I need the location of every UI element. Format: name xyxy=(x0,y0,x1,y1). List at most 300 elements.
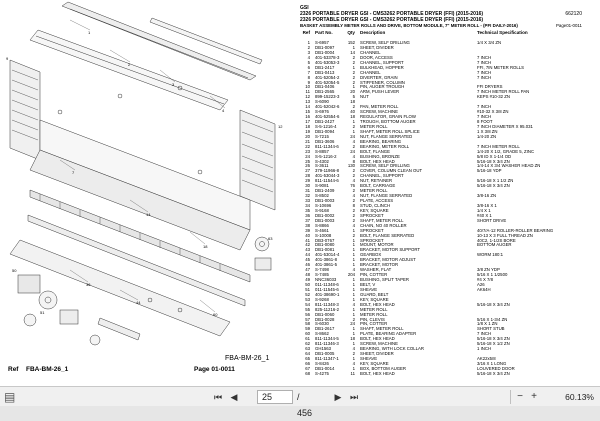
cell-description: PLATE, BEARING ADAPTER xyxy=(360,332,417,337)
cell-qty: 20 xyxy=(350,90,355,95)
cell-ref: 3 xyxy=(307,50,310,55)
cell-part-no: NNC36033 xyxy=(315,278,337,282)
cell-description: NUT, FLANGE SERRATED xyxy=(360,134,413,139)
cell-ref: 34 xyxy=(305,203,310,208)
cell-description: BOLT, HEX HEAD xyxy=(360,371,395,376)
zoom-level[interactable]: 60.13% xyxy=(565,392,594,402)
cell-spec: 1/4-20 X 1/2, GRADE 5, ZINC xyxy=(477,149,535,154)
cell-qty: 2 xyxy=(352,174,355,179)
cell-qty: 4 xyxy=(352,194,355,199)
parts-table-header xyxy=(300,30,590,40)
cell-ref: 28 xyxy=(305,174,310,179)
cell-description: METER ROLL xyxy=(360,312,388,317)
cell-part-no: S-10008 xyxy=(315,233,332,238)
cell-part-no: 811-11346-3 xyxy=(315,342,339,347)
cell-ref: 68 xyxy=(305,371,310,376)
column-ref: Ref xyxy=(302,30,310,35)
column-part-no: Part No. xyxy=(315,30,333,35)
cell-qty: 2 xyxy=(352,80,355,85)
cell-ref: 47 xyxy=(305,268,310,273)
cell-qty: 8 xyxy=(352,203,355,208)
cell-qty: 2 xyxy=(352,317,355,322)
cell-ref: 32 xyxy=(305,194,310,199)
cell-ref: 52 xyxy=(305,292,310,297)
cell-description: SHEET, DIVIDER xyxy=(360,352,394,357)
cell-description: STIFFENER, COLUMN xyxy=(360,80,405,85)
cell-qty: 8 xyxy=(352,159,355,164)
cell-description: SPROCKET xyxy=(360,228,384,233)
cell-description: NUT, RETAINER xyxy=(360,179,393,184)
cell-description: PIN, COTTER xyxy=(360,322,388,327)
cell-qty: 1 xyxy=(352,263,355,268)
ref-label: Ref xyxy=(8,366,19,373)
cell-ref: 50 xyxy=(305,282,310,287)
cell-description: BOLT, HEX HEAD xyxy=(360,337,395,342)
cell-spec: 3/16 X 1 LONG xyxy=(477,361,507,366)
cell-qty: 18 xyxy=(350,115,355,120)
cell-part-no: DB1-0004 xyxy=(315,50,335,55)
cell-description: BUSHING, BRONZE xyxy=(360,154,400,159)
viewer-toolbar xyxy=(0,386,600,418)
cell-ref: 20 xyxy=(305,134,310,139)
cell-part-no: 811-11344-6 xyxy=(315,144,339,149)
cell-ref: 2 xyxy=(307,45,310,50)
cell-ref: 62 xyxy=(305,342,310,347)
cell-part-no: S-8426 xyxy=(315,361,329,366)
cell-description: PIN, COTTER xyxy=(360,273,388,278)
cell-ref: 66 xyxy=(305,361,310,366)
cell-spec: 5/16-18 X 1 1/2 ZN xyxy=(477,179,514,184)
cell-part-no: 401-52054-2 xyxy=(315,75,340,80)
cell-ref: 57 xyxy=(305,317,310,322)
cell-part-no: S-4661 xyxy=(315,228,329,233)
assembly-title: BASKET ASSEMBLY METER ROLLS AND DRIVE, BOTTOM MODULE, 7" METER ROLL - (PFI DAILY-2016) Page01-0011 xyxy=(300,23,582,28)
cell-qty: 4 xyxy=(352,268,355,273)
cell-qty: 2 xyxy=(352,199,355,203)
cell-description: METER ROLL xyxy=(360,307,388,312)
cell-qty: 1 xyxy=(352,238,355,243)
cell-spec: 3/8 ZN YDP xyxy=(477,268,500,273)
cell-part-no: S-7215 xyxy=(315,134,329,139)
cell-description: SHAFT, METER ROLL xyxy=(360,327,404,332)
cell-ref: 37 xyxy=(305,218,310,223)
cell-qty: 1 xyxy=(352,366,355,371)
cell-spec: WORM 180:1 xyxy=(477,253,504,258)
cell-description: BEARING, BEARING xyxy=(360,139,402,144)
parts-table xyxy=(300,41,590,377)
svg-text:51: 51 xyxy=(40,310,45,315)
cell-spec: 7 INCH xyxy=(477,75,492,80)
cell-ref: 18 xyxy=(305,124,310,129)
cell-qty: 1 xyxy=(352,248,355,253)
cell-spec: FFI, 7IN METER ROLLS xyxy=(477,65,525,70)
cell-description: PLATE, ACCESS xyxy=(360,199,394,203)
cell-qty: 1 xyxy=(352,278,355,282)
cell-ref: 14 xyxy=(305,105,310,110)
ref-value: FBA-BM-26_1 xyxy=(26,366,69,373)
svg-text:7: 7 xyxy=(72,170,75,175)
cell-spec: 5/16-18 X 3/4 ZN xyxy=(477,184,510,189)
cell-spec: 7 INCH METER ROLL xyxy=(477,144,520,149)
cell-part-no: DB1-3606 xyxy=(315,139,335,144)
cell-part-no: 401-53053-3 xyxy=(315,60,340,65)
cell-qty: 1 xyxy=(352,228,355,233)
cell-ref: 40 xyxy=(305,233,310,238)
cell-part-no: S-5-1216-4 xyxy=(315,124,337,129)
cell-description: GUARD, BELT xyxy=(360,292,389,297)
cell-qty: 1 xyxy=(352,282,355,287)
cell-spec: 40C2, 1-1/2S BORE xyxy=(477,238,516,243)
parts-list-panel xyxy=(300,6,596,378)
cell-part-no: DB1-0081 xyxy=(315,248,335,253)
cell-spec: 1/8 X 1 ZN xyxy=(477,322,498,327)
cell-description: CHANNEL xyxy=(360,70,381,75)
cell-part-no: S-8866 xyxy=(315,223,329,228)
cell-part-no: DB1-2409 xyxy=(315,189,335,194)
cell-ref: 19 xyxy=(305,129,310,134)
cell-ref: 15 xyxy=(305,110,310,115)
cell-ref: 65 xyxy=(305,357,310,361)
cell-description: SHAFT, METER ROLL SPLICE xyxy=(360,129,420,134)
cell-ref: 13 xyxy=(305,100,310,105)
cell-description: TROUGH, BOTTOM AUGER xyxy=(360,120,416,124)
cell-description: BOLT, FLANGE SERRATED xyxy=(360,233,415,238)
brand-code: GSI xyxy=(300,5,309,11)
cell-qty: 2 xyxy=(352,144,355,149)
svg-text:1: 1 xyxy=(88,30,91,35)
cell-qty: 4 xyxy=(352,223,355,228)
cell-description: SHAFT, METER ROLL xyxy=(360,218,404,223)
cell-spec: AK64H xyxy=(477,287,491,292)
cell-part-no: 011-11348-6 xyxy=(315,282,339,287)
toolbar-divider xyxy=(510,390,511,404)
cell-ref: 10 xyxy=(305,85,310,90)
cell-qty: 2 xyxy=(352,105,355,110)
cell-ref: 16 xyxy=(305,115,310,120)
cell-ref: 9 xyxy=(307,80,310,85)
cell-spec: 10-13 X 3 FULL THREAD ZN xyxy=(477,233,533,238)
cell-ref: 21 xyxy=(305,139,310,144)
cell-ref: 31 xyxy=(305,189,310,194)
cell-part-no: 379-11966-8 xyxy=(315,169,340,174)
cell-description: BRACKET, MOTOR xyxy=(360,263,399,268)
cell-description: COVER, COLUMN CLEAN OUT xyxy=(360,169,423,174)
cell-part-no: 401-38690-1 xyxy=(315,292,340,297)
assembly-page-ref: Page01-0011 xyxy=(555,23,582,28)
cell-part-no: DB1-0080 xyxy=(315,243,335,248)
cell-description: NUT xyxy=(360,95,369,100)
cell-part-no: DB1-0097 xyxy=(315,45,335,50)
previous-page-icon[interactable]: ◀ xyxy=(230,392,238,402)
cell-spec: 1/4-20 ZN xyxy=(477,134,497,139)
cell-spec: BOTTOM AUGER xyxy=(477,243,512,248)
cell-spec: 7 INCH DIAMETER X 95.031 xyxy=(477,124,533,129)
cell-ref: 60 xyxy=(305,332,310,337)
cell-part-no: 401-53014-4 xyxy=(315,253,340,258)
cell-qty: 2 xyxy=(352,55,355,60)
table-row xyxy=(300,372,590,377)
cell-part-no: 811-11348-3 xyxy=(315,302,339,307)
column-qty: Qty xyxy=(347,30,355,35)
cell-description: SCREW, SELF DRILLING xyxy=(360,41,410,45)
cell-spec: 7 INCH xyxy=(477,115,492,120)
cell-qty: 76 xyxy=(350,184,355,189)
cell-qty: 204 xyxy=(347,273,355,278)
cell-qty: 1 xyxy=(352,292,355,297)
cell-description: DIVERTER, GRAIN xyxy=(360,75,398,80)
cell-part-no: DB1-0003 xyxy=(315,199,335,203)
cell-spec: 7 INCH xyxy=(477,70,492,75)
cell-description: SCREW, MACHINE xyxy=(360,342,398,347)
cell-qty: 24 xyxy=(350,322,355,327)
next-page-icon[interactable]: ▶ xyxy=(334,392,342,402)
cell-description: SCREW, SELF DRILLING xyxy=(360,164,410,169)
cell-description: CHANNEL xyxy=(360,50,381,55)
cell-description: KEY, SQUARE xyxy=(360,297,389,302)
cell-spec: 5/16-18 X 3/4 ZN xyxy=(477,371,510,376)
cell-ref: 6 xyxy=(307,65,310,70)
svg-text:14: 14 xyxy=(146,212,151,217)
cell-ref: 43 xyxy=(305,248,310,253)
cell-description: PIN, CLEVIS xyxy=(360,317,385,322)
cell-part-no: GH1563 xyxy=(315,347,332,352)
cell-part-no: 811-11544-6 xyxy=(315,179,339,184)
cell-description: WASHER, FLAT xyxy=(360,268,392,273)
cell-part-no: S-10696 xyxy=(315,203,332,208)
cell-qty: 1 xyxy=(352,342,355,347)
cell-description: BOLT, FLANGE xyxy=(360,149,391,154)
cell-ref: 56 xyxy=(305,312,310,317)
cell-ref: 61 xyxy=(305,337,310,342)
cell-ref: 54 xyxy=(305,302,310,307)
cell-spec: #4 X 7/8 xyxy=(477,278,494,282)
cell-description: STUD, CLINCH xyxy=(360,203,391,208)
cell-ref: 45 xyxy=(305,258,310,263)
cell-part-no: DB1-0406 xyxy=(315,85,335,90)
cell-qty: 1 xyxy=(352,85,355,90)
page-footer xyxy=(8,366,298,376)
cell-qty: 152 xyxy=(347,41,355,45)
cell-part-no: DB1-0014 xyxy=(315,366,335,371)
cell-spec: 5/16-18 X 3/4 ZN xyxy=(477,159,510,164)
cell-spec: 40/7/A-12 ROLLER-ROLLER BEARING xyxy=(477,228,554,233)
cell-spec: 3/8-16 X 1 xyxy=(477,203,497,208)
cell-spec: SHORT DRIVE xyxy=(477,218,507,223)
cell-qty: 24 xyxy=(350,149,355,154)
page-number-input[interactable]: 25 xyxy=(257,390,293,404)
cell-description: SHEAVE xyxy=(360,287,378,292)
cell-description: KEY, SQUARE xyxy=(360,208,389,213)
cell-description: SPROCKET xyxy=(360,238,384,243)
cell-part-no: S-8502 xyxy=(315,194,329,199)
cell-spec: 7 INCH xyxy=(477,105,492,110)
cell-description: METER ROLL xyxy=(360,124,388,129)
cell-spec: 7 INCH xyxy=(477,55,492,60)
cell-description: BOLT, HEX HEAD xyxy=(360,302,395,307)
first-page-icon[interactable]: ⏮ xyxy=(213,392,223,402)
cell-spec: AK22x5/8 xyxy=(477,357,496,361)
cell-part-no: 825-11216-2 xyxy=(315,307,340,312)
cell-qty: 1 xyxy=(352,327,355,332)
cell-ref: 12 xyxy=(305,95,310,100)
cell-qty: 1 xyxy=(352,65,355,70)
cell-description: BOLT, CARRIAGE xyxy=(360,184,396,189)
cell-ref: 49 xyxy=(305,278,310,282)
cell-part-no: S-7485 xyxy=(315,273,329,278)
sidebar-toggle-icon[interactable]: ▤ xyxy=(4,390,16,404)
cell-spec: 5/16-18 X 1/2 ZN xyxy=(477,342,510,347)
cell-spec: 5/16 X 1 1/2500 xyxy=(477,273,508,278)
svg-text:12: 12 xyxy=(278,124,283,129)
document-title: 2326 PORTABLE DRYER GSI - CMS3262 PORTABLE DRYER (FFI) (2015-2016) 662120 xyxy=(300,11,582,17)
cell-qty: 2 xyxy=(352,233,355,238)
cell-part-no: 401-52042-6 xyxy=(315,105,340,110)
cell-part-no: 401-53044-3 xyxy=(315,174,340,179)
cell-qty: 14 xyxy=(350,50,355,55)
cell-spec: 5/16-18 X 3/4 ZN xyxy=(477,337,510,342)
cell-qty: 4 xyxy=(352,347,355,352)
cell-description: PAN, METER ROLL xyxy=(360,105,399,110)
exploded-parts-diagram xyxy=(0,0,300,386)
cell-ref: 29 xyxy=(305,179,310,184)
cell-description: KEY, SQUARE xyxy=(360,361,389,366)
cell-ref: 41 xyxy=(305,238,310,243)
page-number: Page 01-0011 xyxy=(194,366,235,373)
cell-description: NUT, FLANGE SERRATED xyxy=(360,194,413,199)
cell-qty: 1 xyxy=(352,357,355,361)
cell-part-no: S-8662 xyxy=(315,332,329,337)
cell-spec: 1/4 X 3/4 ZN xyxy=(477,41,502,45)
cell-qty: 4 xyxy=(352,361,355,366)
cell-spec: 7 INCH xyxy=(477,60,492,65)
figure-label: FBA-BM-26_1 xyxy=(225,355,270,362)
cell-qty: 2 xyxy=(352,352,355,357)
cell-description: ARM, PUSH LEVER xyxy=(360,90,400,95)
svg-text:3: 3 xyxy=(172,82,175,87)
cell-part-no: S-4275 xyxy=(315,371,329,376)
cell-qty: 18 xyxy=(350,100,355,105)
cell-ref: 48 xyxy=(305,273,310,278)
cell-part-no: DB1-0002 xyxy=(315,213,335,218)
cell-ref: 64 xyxy=(305,352,310,357)
document-subtitle: 2326 PORTABLE DRYER GSI - CMS3262 PORTABLE DRYER (FFI) (2015-2016) xyxy=(300,17,484,23)
cell-spec: 1 X 3/8 ZN xyxy=(477,129,498,134)
cell-description: CHANNEL, SUPPORT xyxy=(360,60,404,65)
cell-part-no: 401-53378-3 xyxy=(315,55,340,60)
svg-text:9: 9 xyxy=(6,56,9,61)
cell-part-no: S-6090 xyxy=(315,100,329,105)
cell-part-no: S-3611 xyxy=(315,164,329,169)
cell-part-no: 401-52054-5 xyxy=(315,80,340,85)
cell-qty: 2 xyxy=(352,60,355,65)
cell-description: SHEAVE xyxy=(360,357,378,361)
cell-ref: 5 xyxy=(307,60,310,65)
cell-qty: 4 xyxy=(352,302,355,307)
cell-ref: 27 xyxy=(305,169,310,174)
cell-qty: 1 xyxy=(352,297,355,302)
cell-qty: 2 xyxy=(352,218,355,223)
cell-part-no: S-9168 xyxy=(315,208,329,213)
cell-ref: 67 xyxy=(305,366,310,371)
cell-qty: 1 xyxy=(352,129,355,134)
cell-ref: 53 xyxy=(305,297,310,302)
cell-part-no: DB1-0028 xyxy=(315,317,335,322)
svg-text:63: 63 xyxy=(268,236,273,241)
total-pages: / 456 xyxy=(297,392,313,418)
zoom-in-icon[interactable]: + xyxy=(531,391,537,402)
svg-text:18: 18 xyxy=(203,244,208,249)
document-code: 662120 xyxy=(565,11,582,17)
cell-ref: 44 xyxy=(305,253,310,258)
cell-description: DOOR, ACCESS xyxy=(360,55,393,60)
cell-part-no: DB1-0060 xyxy=(315,312,335,317)
cell-ref: 1 xyxy=(307,41,310,45)
cell-ref: 33 xyxy=(305,199,310,203)
cell-description: BUSHING, SPLIT TAPER xyxy=(360,278,409,282)
cell-ref: 58 xyxy=(305,322,310,327)
cell-description: SCREW, MACHINE xyxy=(360,110,398,115)
parts-illustration xyxy=(0,0,300,386)
cell-ref: 46 xyxy=(305,263,310,268)
cell-part-no: DB1-0094 xyxy=(315,129,335,134)
cell-ref: 38 xyxy=(305,223,310,228)
zoom-out-icon[interactable]: − xyxy=(517,391,523,402)
cell-part-no: S-9268 xyxy=(315,297,329,302)
cell-qty: 4 xyxy=(352,179,355,184)
cell-part-no: S-6957 xyxy=(315,41,329,45)
cell-qty: 40 xyxy=(350,110,355,115)
cell-qty: 2 xyxy=(352,208,355,213)
cell-part-no: 811-11347-1 xyxy=(315,357,339,361)
cell-part-no: DB1-2565 xyxy=(315,90,335,95)
cell-ref: 23 xyxy=(305,149,310,154)
cell-qty: 1 xyxy=(352,253,355,258)
cell-qty: 1 xyxy=(352,258,355,263)
cell-part-no: S-6030 xyxy=(315,322,329,327)
cell-ref: 35 xyxy=(305,208,310,213)
cell-spec: 7 INCH METER ROLL PAN xyxy=(477,90,530,95)
cell-part-no: 011-11545-6 xyxy=(315,287,339,292)
cell-part-no: DB3-0767 xyxy=(315,238,335,243)
cell-part-no: DB1-0005 xyxy=(315,352,335,357)
column-spec: Technical Specification xyxy=(477,30,528,35)
cell-description: BRACKET, MOTOR ADJUST xyxy=(360,258,416,263)
last-page-icon[interactable]: ⏭ xyxy=(349,392,359,402)
cell-spec: #40 X 1 xyxy=(477,213,492,218)
cell-part-no: S-7498 xyxy=(315,268,329,273)
cell-ref: 22 xyxy=(305,144,310,149)
cell-part-no: 899-15223-3 xyxy=(315,95,340,100)
cell-spec: SHORT STUB xyxy=(477,327,505,332)
cell-ref: 39 xyxy=(305,228,310,233)
cell-qty: 1 xyxy=(352,312,355,317)
cell-spec: 1 INCH xyxy=(477,347,492,352)
cell-spec: 5/16-18 YDP xyxy=(477,169,502,174)
cell-ref: 30 xyxy=(305,184,310,189)
cell-description: BOX, BOTTOM AUGER xyxy=(360,366,407,371)
zoom-controls xyxy=(514,389,594,405)
svg-text:36: 36 xyxy=(86,282,91,287)
cell-spec: 5/16 X 1-3/4 ZN xyxy=(477,317,508,322)
cell-qty: 2 xyxy=(352,213,355,218)
cell-spec: 7 INCH xyxy=(477,332,492,337)
cell-qty: 4 xyxy=(352,139,355,144)
cell-spec: 8 FOOT xyxy=(477,120,493,124)
cell-ref: 36 xyxy=(305,213,310,218)
cell-description: GEARBOX xyxy=(360,253,382,258)
cell-description: BULKHEAD, HOPPER xyxy=(360,65,404,70)
column-description: Description xyxy=(360,30,386,35)
